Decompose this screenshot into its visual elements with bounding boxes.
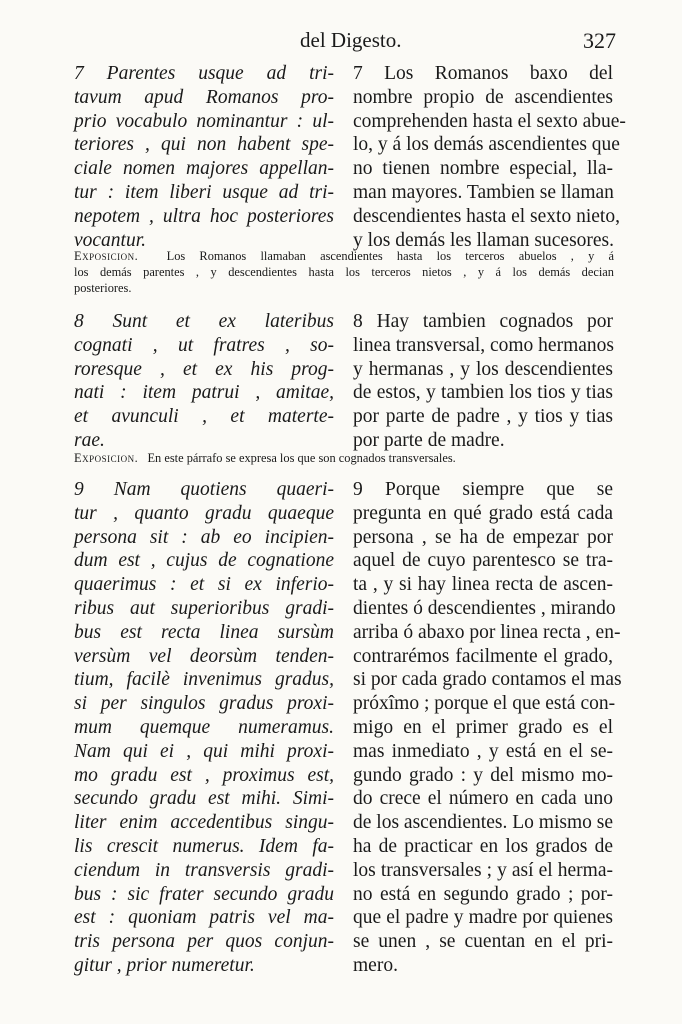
text-line: gitur , prior numeretur.	[74, 954, 255, 976]
text-line: dientes ó descendientes , mirando	[353, 597, 616, 619]
text-line: persona sit : ab eo incipien-	[74, 526, 334, 548]
text-line: mas inmediato , y está en el se-	[353, 740, 613, 762]
text-line: mero.	[353, 954, 398, 976]
text-line: tavum apud Romanos pro-	[74, 86, 334, 108]
exposicion-8	[74, 450, 614, 466]
text-line: contrarémos facilmente el grado,	[353, 645, 613, 667]
text-line: lis crescit numerus. Idem fa-	[74, 835, 334, 857]
spanish-text-8	[353, 310, 613, 453]
text-line: por parte de madre.	[353, 429, 505, 451]
exposicion-7	[74, 248, 614, 296]
text-line: cognati , ut fratres , so-	[74, 334, 334, 356]
text-line: secundo gradu est mihi. Simi-	[74, 788, 334, 810]
expo-text: Los Romanos llamaban ascendientes hasta los terceros abuelos , y á	[166, 249, 614, 263]
text-line: 7 Los Romanos baxo del	[353, 63, 613, 84]
latin-text-9	[74, 478, 334, 978]
text-line: rae.	[74, 429, 105, 451]
expo-text: En este párrafo se expresa los que son cognados transversales.	[147, 451, 456, 465]
exposicion-label: Exposicion.	[74, 451, 139, 465]
text-line: ta , y si hay linea recta de ascen-	[353, 574, 613, 596]
running-title: del Digesto.	[300, 28, 402, 52]
text-line: ciale nomen majores appellan-	[74, 158, 334, 180]
text-line: ha de practicar en los grados de	[353, 835, 613, 857]
text-line: pregunta en qué grado está cada	[353, 502, 613, 524]
text-line: por parte de padre , y tios y tias	[353, 406, 613, 428]
text-line: de los ascendientes. Lo mismo se	[353, 812, 613, 834]
text-line: migo en el primer grado es el	[353, 716, 613, 738]
text-line: 7 Parentes usque ad tri-	[74, 63, 334, 84]
text-line: y los demás les llaman sucesores.	[353, 229, 615, 251]
text-line: versùm vel deorsùm tenden-	[74, 645, 334, 667]
text-line: nombre propio de ascendientes	[353, 86, 613, 108]
spanish-text-7	[353, 62, 626, 252]
text-line: lo, y á los demás ascendientes que	[353, 134, 620, 156]
text-line: no tienen nombre especial, lla-	[353, 158, 613, 180]
text-line: los transversales ; y así el herma-	[353, 859, 613, 881]
text-line: Nam qui ei , qui mihi proxi-	[74, 740, 334, 762]
text-line	[74, 248, 614, 264]
text-line: mum quemque numeramus.	[74, 716, 334, 738]
text-line: quaerimus : et si ex inferio-	[74, 574, 334, 596]
text-line: nati : item patrui , amitae,	[74, 382, 334, 404]
text-line: ciendum in transversis gradi-	[74, 859, 334, 881]
text-line: nepotem , ultra hoc posteriores	[74, 205, 334, 227]
text-line: et avunculi , et materte-	[74, 406, 334, 428]
text-line: y hermanas , y los descendientes	[353, 358, 613, 380]
text-line: posteriores.	[74, 281, 132, 295]
text-line: 9 Porque siempre que se	[353, 479, 613, 500]
text-line: persona , se ha de empezar por	[353, 526, 613, 548]
text-line: prio vocabulo nominantur : ul-	[74, 110, 334, 132]
text-line: dum est , cujus de cognatione	[74, 550, 334, 572]
text-line: teriores , qui non habent spe-	[74, 134, 334, 156]
text-line	[74, 450, 614, 466]
text-line: se unen , se cuentan en el pri-	[353, 931, 613, 953]
page-number: 327	[583, 28, 616, 53]
text-line: do crece el número en cada uno	[353, 788, 613, 810]
exposicion-label: Exposicion.	[74, 249, 139, 263]
text-line: liter enim accedentibus singu-	[74, 812, 334, 834]
text-line: linea transversal, como hermanos	[353, 334, 614, 356]
text-line: de estos, y tambien los tios y tias	[353, 382, 613, 404]
text-line: próxîmo ; porque el que está con-	[353, 693, 616, 715]
text-line: que el padre y madre por quienes	[353, 907, 613, 929]
text-line: descendientes hasta el sexto nieto,	[353, 205, 620, 227]
text-line: vocantur.	[74, 229, 147, 251]
text-line: man mayores. Tambien se llaman	[353, 181, 614, 203]
text-line: 8 Sunt et ex lateribus	[74, 311, 334, 332]
text-line: si por cada grado contamos el mas	[353, 669, 622, 691]
text-line: bus : sic frater secundo gradu	[74, 883, 334, 905]
spanish-text-9	[353, 478, 622, 978]
page-header	[0, 28, 682, 56]
text-line: 9 Nam quotiens quaeri-	[74, 479, 334, 500]
text-line: gundo grado : y del mismo mo-	[353, 764, 613, 786]
text-line: tris persona per quos conjun-	[74, 931, 334, 953]
text-line: 8 Hay tambien cognados por	[353, 311, 613, 332]
text-line: est : quoniam patris vel ma-	[74, 907, 334, 929]
text-line: los demás parentes , y descendientes hasta los terceros nietos , y á los demás decian	[74, 265, 614, 279]
text-line: ribus aut superioribus gradi-	[74, 597, 334, 619]
text-line: comprehenden hasta el sexto abue-	[353, 110, 626, 132]
latin-text-8	[74, 310, 334, 453]
latin-text-7	[74, 62, 334, 252]
text-line: no está en segundo grado ; por-	[353, 883, 613, 905]
text-line: arriba ó abaxo por linea recta , en-	[353, 621, 621, 643]
text-line: aquel de cuyo parentesco se tra-	[353, 550, 613, 572]
text-line: bus est recta linea sursùm	[74, 621, 334, 643]
text-line: tur : item liberi usque ad tri-	[74, 181, 334, 203]
text-line: mo gradu est , proximus est,	[74, 764, 334, 786]
text-line: tur , quanto gradu quaeque	[74, 502, 334, 524]
text-line: roresque , et ex his prog-	[74, 358, 334, 380]
text-line: si per singulos gradus proxi-	[74, 693, 334, 715]
text-line: tium, facilè invenimus gradus,	[74, 669, 334, 691]
